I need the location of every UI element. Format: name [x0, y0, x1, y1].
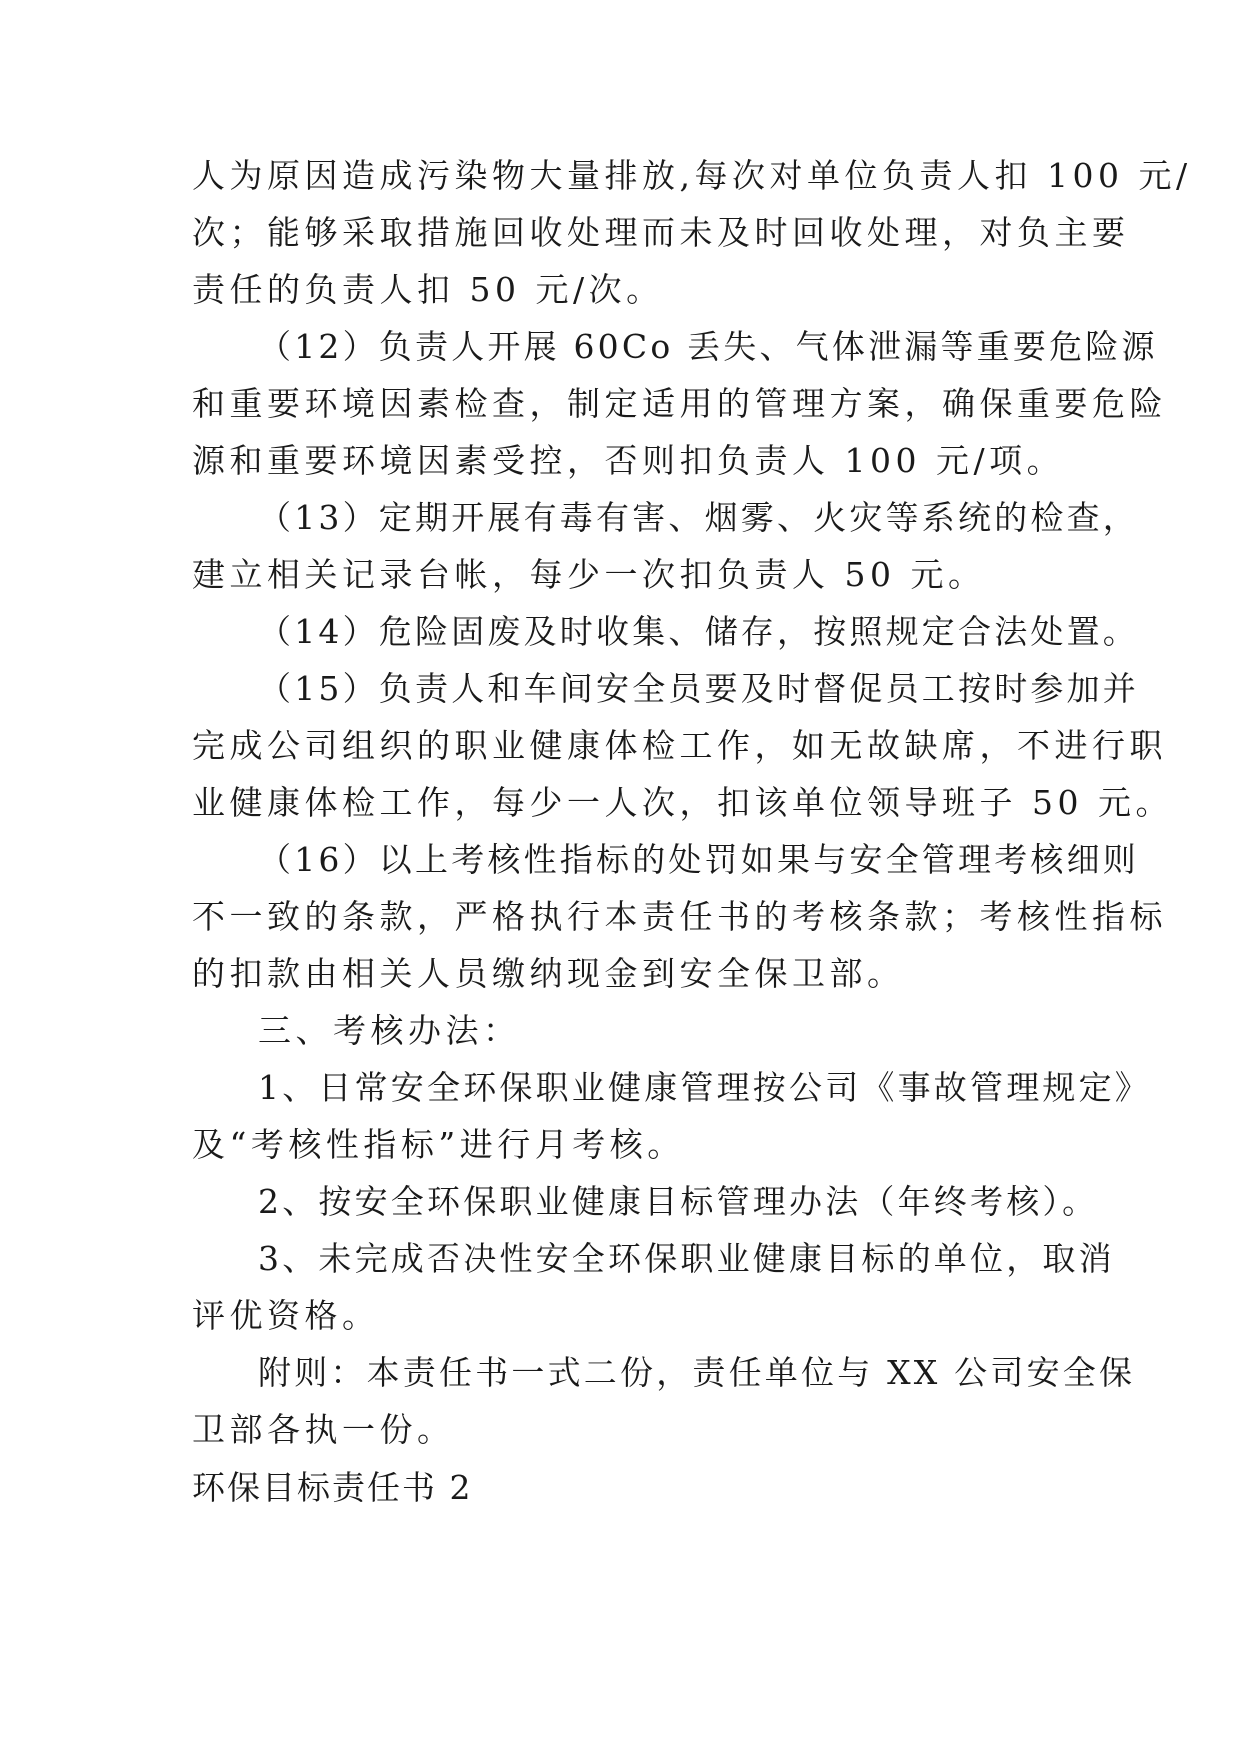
paragraph-line: 人为原因造成污染物大量排放,每次对单位负责人扣 100 元/: [192, 156, 1192, 195]
paragraph-line: 2、按安全环保职业健康目标管理办法（年终考核）。: [258, 1182, 1099, 1221]
paragraph-line: 1、日常安全环保职业健康管理按公司《事故管理规定》: [258, 1068, 1151, 1107]
paragraph-line: 附则：本责任书一式二份，责任单位与 XX 公司安全保: [258, 1353, 1136, 1392]
paragraph-line: 和重要环境因素检查，制定适用的管理方案，确保重要危险: [192, 384, 1167, 423]
document-section-title: 环保目标责任书 2: [192, 1468, 473, 1507]
paragraph-line: 责任的负责人扣 50 元/次。: [192, 270, 664, 309]
paragraph-line: 的扣款由相关人员缴纳现金到安全保卫部。: [192, 954, 905, 993]
paragraph-line: 源和重要环境因素受控，否则扣负责人 100 元/项。: [192, 441, 1065, 480]
paragraph-line: （16）以上考核性指标的处罚如果与安全管理考核细则: [258, 840, 1139, 879]
paragraph-line: （15）负责人和车间安全员要及时督促员工按时参加并: [258, 669, 1139, 708]
paragraph-line: 业健康体检工作，每少一人次，扣该单位领导班子 50 元。: [192, 783, 1173, 822]
paragraph-line: （12）负责人开展 60Co 丢失、气体泄漏等重要危险源: [258, 327, 1158, 366]
paragraph-line: 建立相关记录台帐，每少一次扣负责人 50 元。: [192, 555, 986, 594]
paragraph-line: 3、未完成否决性安全环保职业健康目标的单位，取消: [258, 1239, 1115, 1278]
paragraph-line: 评优资格。: [192, 1296, 380, 1335]
paragraph-line: 及“考核性指标”进行月考核。: [192, 1125, 685, 1164]
paragraph-line: （13）定期开展有毒有害、烟雾、火灾等系统的检查，: [258, 498, 1139, 537]
paragraph-line: 不一致的条款，严格执行本责任书的考核条款；考核性指标: [192, 897, 1167, 936]
paragraph-line: （14）危险固废及时收集、储存，按照规定合法处置。: [258, 612, 1139, 651]
paragraph-line: 次；能够采取措施回收处理而未及时回收处理，对负主要: [192, 213, 1130, 252]
paragraph-line: 完成公司组织的职业健康体检工作，如无故缺席，不进行职: [192, 726, 1167, 765]
section-heading: 三、考核办法：: [258, 1011, 521, 1050]
paragraph-line: 卫部各执一份。: [192, 1410, 455, 1449]
